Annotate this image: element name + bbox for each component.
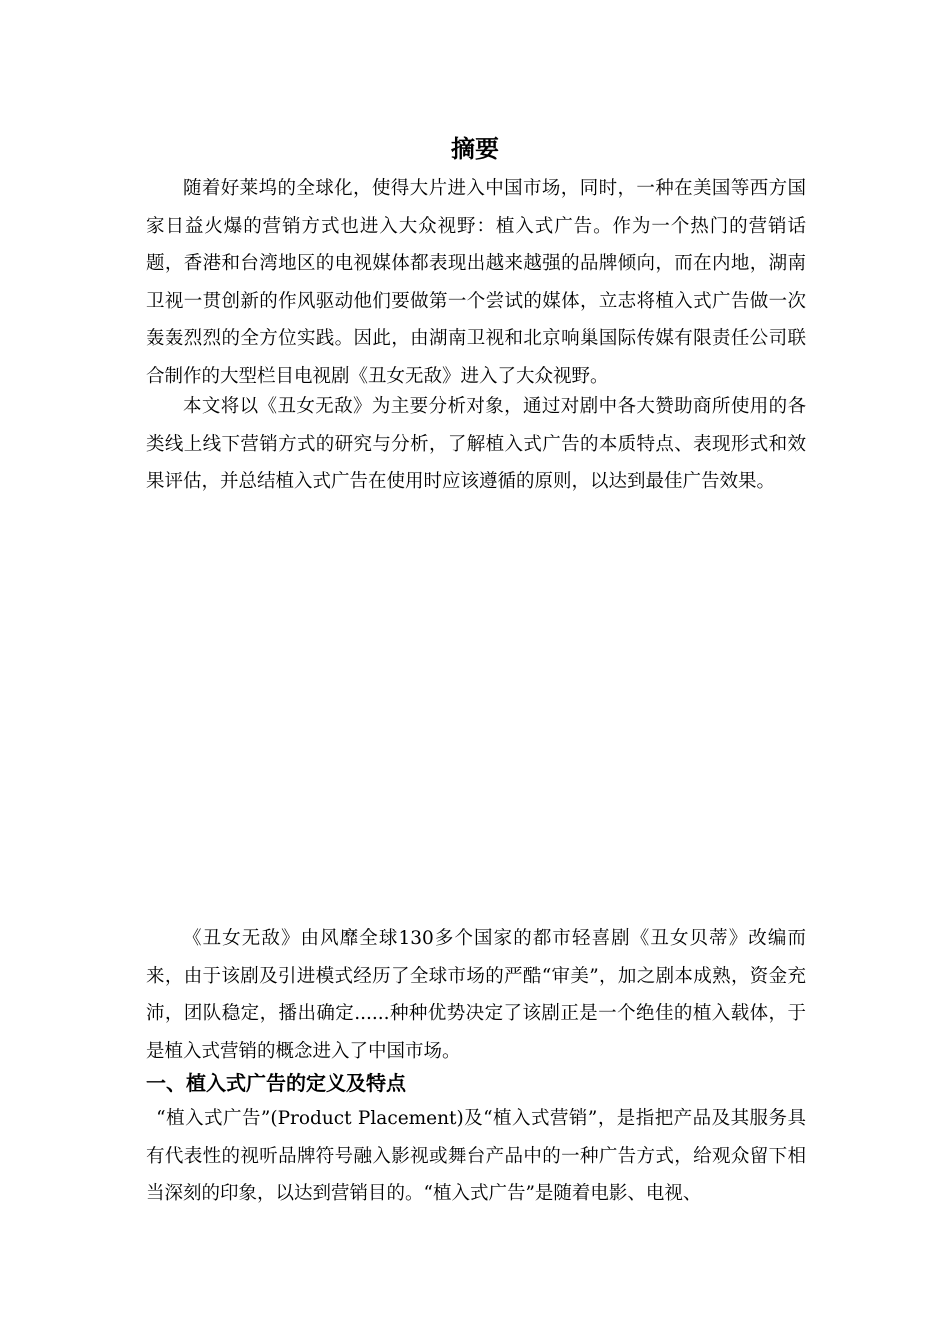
page-title: 摘要 bbox=[451, 135, 499, 163]
intro-paragraph: 《丑女无敌》由风靡全球130多个国家的都市轻喜剧《丑女贝蒂》改编而来，由于该剧及引进模式经历了全球市场的严酷“审美”，加之剧本成熟，资金充沛，团队稳定，播出确定......种种优势决定了该剧正是一个绝佳的植入载体，于是植入式营销的概念进入了中国市场。 bbox=[146, 928, 806, 1062]
section-heading: 一、植入式广告的定义及特点 bbox=[146, 1071, 406, 1095]
abstract-paragraph-2: 本文将以《丑女无敌》为主要分析对象，通过对剧中各大赞助商所使用的各类线上线下营销方式的研究与分析，了解植入式广告的本质特点、表现形式和效果评估，并总结植入式广告在使用时应该遵循的原则，以达到最佳广告效果。 bbox=[146, 396, 806, 493]
section-paragraph: “植入式广告”(Product Placement)及“植入式营销”，是指把产品及其服务具有代表性的视听品牌符号融入影视或舞台产品中的一种广告方式，给观众留下相当深刻的印象，以达到营销目的。“植入式广告”是随着电影、电视、 bbox=[146, 1108, 806, 1205]
abstract-paragraph-1: 随着好莱坞的全球化，使得大片进入中国市场，同时，一种在美国等西方国家日益火爆的营销方式也进入大众视野：植入式广告。作为一个热门的营销话题，香港和台湾地区的电视媒体都表现出越来越强的品牌倾向，而在内地，湖南卫视一贯创新的作风驱动他们要做第一个尝试的媒体，立志将植入式广告做一次轰轰烈烈的全方位实践。因此，由湖南卫视和北京响巢国际传媒有限责任公司联合制作的大型栏目电视剧《丑女无敌》进入了大众视野。 bbox=[146, 178, 806, 387]
